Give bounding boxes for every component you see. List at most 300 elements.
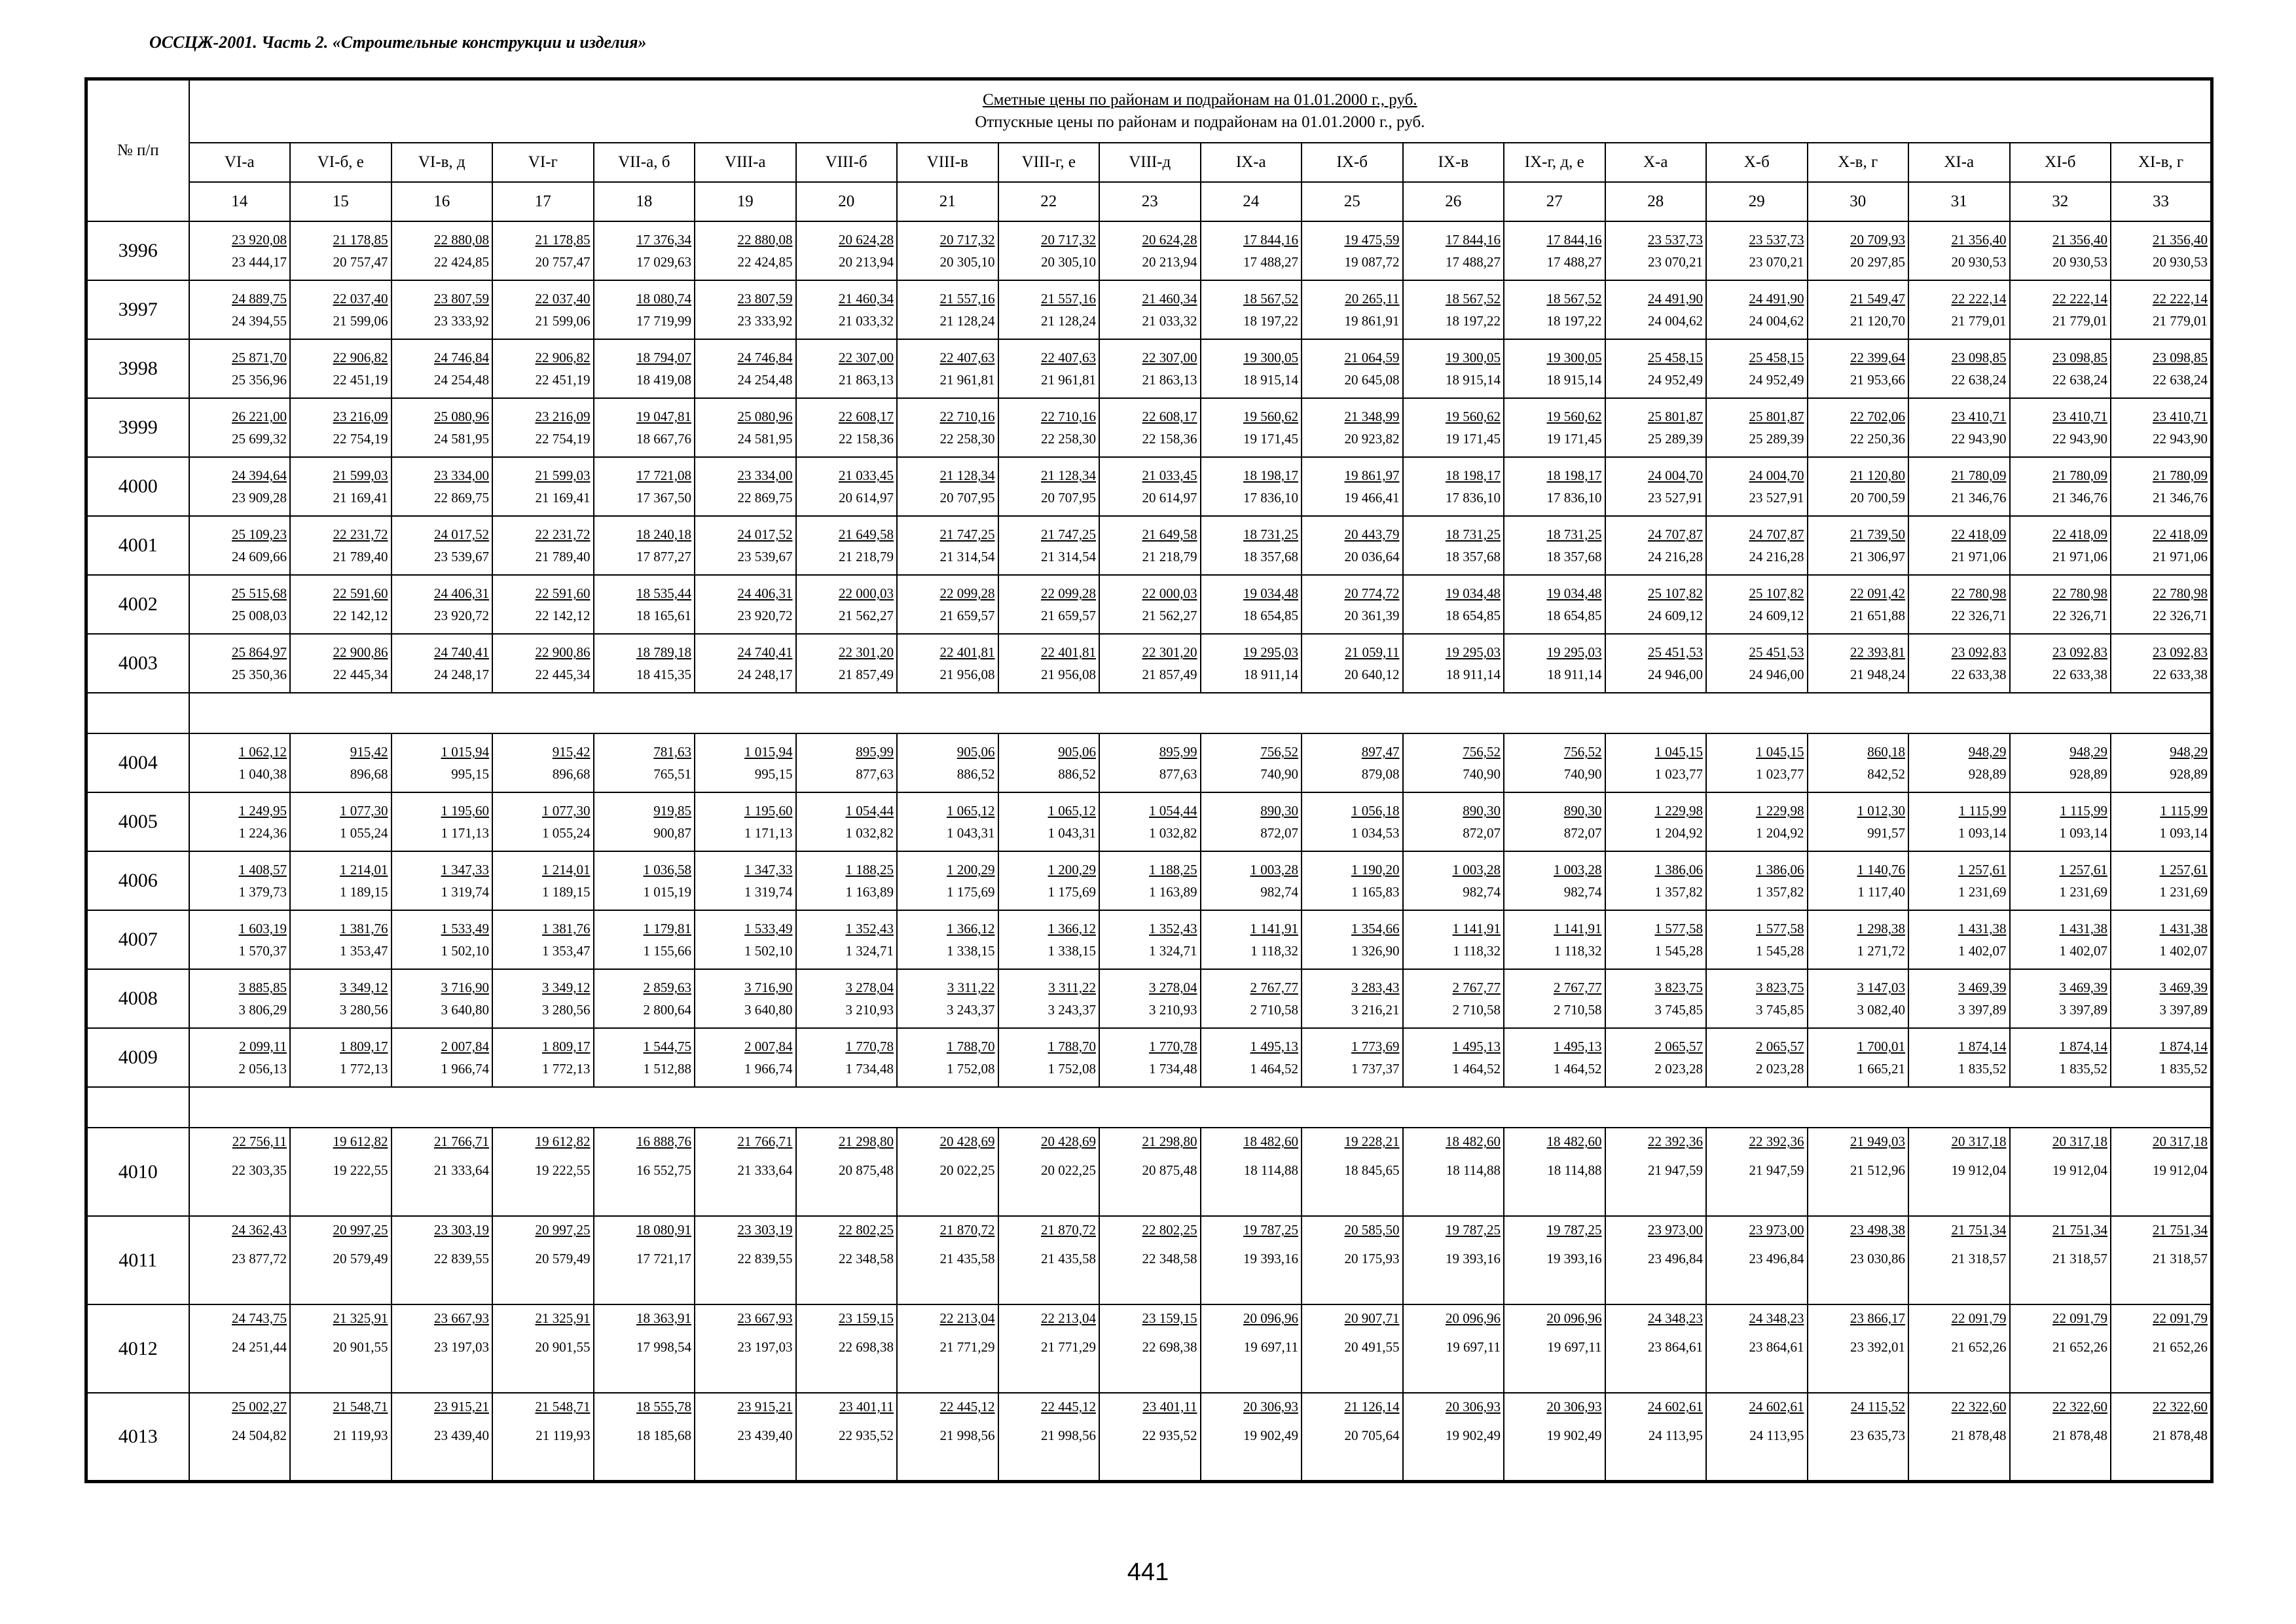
release-price: 25 008,03 <box>232 608 287 623</box>
release-price: 23 920,72 <box>737 608 793 623</box>
price-cell <box>998 280 1100 339</box>
release-price: 22 935,52 <box>1142 1428 1197 1443</box>
estimate-price: 22 000,03 <box>839 585 894 601</box>
release-price: 21 333,64 <box>737 1162 793 1178</box>
estimate-price: 905,06 <box>957 744 995 760</box>
estimate-price: 21 126,14 <box>1344 1399 1400 1414</box>
zone-header: VIII-б <box>796 143 898 182</box>
release-price: 23 392,01 <box>1850 1339 1905 1355</box>
release-price: 896,68 <box>350 766 388 782</box>
table-row <box>86 280 2212 339</box>
release-price: 21 779,01 <box>2052 313 2107 329</box>
price-cell <box>2010 221 2111 280</box>
release-price: 21 789,40 <box>333 549 388 564</box>
release-price: 24 952,49 <box>1648 372 1703 388</box>
estimate-price: 23 915,21 <box>737 1399 793 1414</box>
estimate-price: 21 549,47 <box>1850 291 1905 306</box>
price-cell <box>1403 1216 1504 1304</box>
release-price: 1 163,89 <box>1149 884 1197 900</box>
release-price: 1 043,31 <box>947 825 995 841</box>
estimate-price: 1 770,78 <box>845 1039 894 1054</box>
estimate-price: 1 229,98 <box>1654 803 1703 819</box>
release-price: 17 029,63 <box>636 254 691 270</box>
release-price: 21 169,41 <box>333 490 388 506</box>
estimate-price: 1 003,28 <box>1250 862 1298 877</box>
price-cell <box>1403 457 1504 516</box>
estimate-price: 19 787,25 <box>1446 1222 1501 1238</box>
estimate-price: 24 004,70 <box>1648 468 1703 483</box>
estimate-price: 22 231,72 <box>535 526 591 542</box>
estimate-price: 23 410,71 <box>1951 409 2007 424</box>
estimate-price: 23 498,38 <box>1850 1222 1905 1238</box>
price-cell <box>1808 1393 1909 1481</box>
price-cell <box>1201 910 1302 969</box>
estimate-price: 20 317,18 <box>2153 1134 2208 1149</box>
price-cell <box>998 339 1100 398</box>
row-number: 4007 <box>86 910 189 969</box>
estimate-price: 1 809,17 <box>340 1039 388 1054</box>
price-cell <box>1099 1216 1201 1304</box>
release-price: 22 943,90 <box>2052 431 2107 447</box>
release-price: 2 023,28 <box>1756 1061 1804 1077</box>
release-price: 21 652,26 <box>1951 1339 2007 1355</box>
release-price: 3 082,40 <box>1857 1002 1905 1018</box>
estimate-price: 22 000,03 <box>1142 585 1197 601</box>
estimate-price: 1 366,12 <box>1048 921 1096 936</box>
zone-header: IX-б <box>1302 143 1403 182</box>
price-cell <box>1403 1128 1504 1216</box>
release-price: 23 539,67 <box>434 549 489 564</box>
estimate-price: 1 533,49 <box>441 921 489 936</box>
estimate-price: 19 295,03 <box>1446 644 1501 660</box>
price-cell <box>695 792 796 851</box>
price-cell <box>290 1393 392 1481</box>
estimate-price: 21 178,85 <box>535 232 591 248</box>
release-price: 22 326,71 <box>2052 608 2107 623</box>
release-price: 19 171,45 <box>1446 431 1501 447</box>
release-price: 20 213,94 <box>1142 254 1197 270</box>
estimate-price: 20 317,18 <box>1951 1134 2007 1149</box>
price-cell <box>392 733 493 792</box>
price-cell <box>1908 1304 2010 1393</box>
release-price: 22 326,71 <box>1951 608 2007 623</box>
estimate-price: 21 870,72 <box>939 1222 995 1238</box>
release-price: 21 128,24 <box>939 313 995 329</box>
release-price: 22 633,38 <box>2153 667 2208 682</box>
price-cell <box>1808 1028 1909 1087</box>
price-cell <box>1605 280 1707 339</box>
price-cell <box>2010 634 2111 693</box>
table-row <box>86 910 2212 969</box>
estimate-price: 22 037,40 <box>535 291 591 306</box>
release-price: 1 231,69 <box>2059 884 2107 900</box>
release-price: 3 806,29 <box>238 1002 287 1018</box>
row-number: 4003 <box>86 634 189 693</box>
price-cell <box>189 1128 291 1216</box>
estimate-price: 21 356,40 <box>1951 232 2007 248</box>
release-price: 24 609,12 <box>1749 608 1804 623</box>
estimate-price: 19 047,81 <box>636 409 691 424</box>
release-price: 20 923,82 <box>1344 431 1400 447</box>
estimate-price: 24 017,52 <box>737 526 793 542</box>
estimate-price: 22 591,60 <box>333 585 388 601</box>
estimate-price: 1 770,78 <box>1149 1039 1197 1054</box>
price-cell <box>1808 575 1909 634</box>
release-price: 1 015,19 <box>643 884 691 900</box>
release-price: 20 700,59 <box>1850 490 1905 506</box>
estimate-price: 18 482,60 <box>1546 1134 1602 1149</box>
price-cell <box>1403 516 1504 575</box>
estimate-price: 21 751,34 <box>1951 1222 2007 1238</box>
release-price: 20 640,12 <box>1344 667 1400 682</box>
release-price: 21 169,41 <box>535 490 591 506</box>
price-cell <box>897 969 998 1028</box>
estimate-price: 22 780,98 <box>2153 585 2208 601</box>
price-cell <box>290 1216 392 1304</box>
estimate-price: 20 709,93 <box>1850 232 1905 248</box>
table-row <box>86 733 2212 792</box>
price-cell <box>1302 339 1403 398</box>
release-price: 3 397,89 <box>2059 1002 2107 1018</box>
release-price: 1 545,28 <box>1654 943 1703 959</box>
column-number: 19 <box>695 182 796 221</box>
release-price: 1 224,36 <box>238 825 287 841</box>
price-cell <box>1504 1393 1605 1481</box>
release-price: 21 033,32 <box>1142 313 1197 329</box>
price-cell <box>1808 634 1909 693</box>
price-cell <box>392 1304 493 1393</box>
estimate-price: 18 794,07 <box>636 350 691 365</box>
release-price: 24 609,66 <box>232 549 287 564</box>
estimate-price: 1 577,58 <box>1654 921 1703 936</box>
price-cell <box>290 851 392 910</box>
estimate-price: 1 249,95 <box>238 803 287 819</box>
price-cell <box>392 457 493 516</box>
price-cell <box>1403 733 1504 792</box>
price-cell <box>290 792 392 851</box>
release-price: 1 570,37 <box>238 943 287 959</box>
price-cell <box>897 851 998 910</box>
price-cell <box>998 398 1100 457</box>
estimate-price: 23 092,83 <box>2052 644 2107 660</box>
price-cell <box>594 1128 695 1216</box>
release-price: 928,89 <box>2170 766 2208 782</box>
zone-header: VI-г <box>492 143 594 182</box>
release-price: 24 004,62 <box>1648 313 1703 329</box>
price-cell <box>1201 792 1302 851</box>
price-cell <box>1908 280 2010 339</box>
price-cell <box>998 851 1100 910</box>
price-cell <box>1706 339 1808 398</box>
price-cell <box>1706 969 1808 1028</box>
estimate-price: 22 407,63 <box>939 350 995 365</box>
estimate-price: 24 348,23 <box>1648 1310 1703 1326</box>
estimate-price: 2 007,84 <box>744 1039 793 1054</box>
release-price: 23 539,67 <box>737 549 793 564</box>
row-number: 4011 <box>86 1216 189 1304</box>
price-cell <box>290 575 392 634</box>
estimate-price: 19 560,62 <box>1243 409 1298 424</box>
price-cell <box>1099 733 1201 792</box>
estimate-price: 1 003,28 <box>1554 862 1602 877</box>
estimate-price: 20 428,69 <box>1041 1134 1096 1149</box>
release-price: 20 705,64 <box>1344 1428 1400 1443</box>
price-cell <box>897 516 998 575</box>
estimate-price: 890,30 <box>1260 803 1298 819</box>
price-cell <box>492 1216 594 1304</box>
price-cell <box>189 280 291 339</box>
price-cell <box>1605 575 1707 634</box>
estimate-price: 1 347,33 <box>744 862 793 877</box>
price-cell <box>897 1028 998 1087</box>
release-price: 22 326,71 <box>2153 608 2208 623</box>
price-cell <box>2111 1028 2212 1087</box>
estimate-price: 22 393,81 <box>1850 644 1905 660</box>
estimate-price: 22 418,09 <box>2052 526 2107 542</box>
release-price: 3 745,85 <box>1756 1002 1804 1018</box>
release-price: 1 117,40 <box>1857 884 1905 900</box>
price-cell <box>1302 792 1403 851</box>
release-price: 1 464,52 <box>1554 1061 1602 1077</box>
price-cell <box>897 792 998 851</box>
release-price: 21 961,81 <box>939 372 995 388</box>
estimate-price: 3 469,39 <box>2159 980 2208 995</box>
release-price: 1 204,92 <box>1756 825 1804 841</box>
price-cell <box>1403 634 1504 693</box>
release-price-title: Отпускные цены по районам и подрайонам на 01.01.2000 г., руб. <box>975 113 1425 131</box>
release-price: 3 216,21 <box>1351 1002 1400 1018</box>
release-price: 1 734,48 <box>845 1061 894 1077</box>
estimate-price: 19 612,82 <box>333 1134 388 1149</box>
estimate-price: 22 900,86 <box>535 644 591 660</box>
estimate-price: 1 200,29 <box>947 862 995 877</box>
release-price: 22 424,85 <box>737 254 793 270</box>
estimate-price: 1 141,91 <box>1554 921 1602 936</box>
estimate-price: 1 179,81 <box>643 921 691 936</box>
price-cell <box>1908 339 2010 398</box>
estimate-price: 21 780,09 <box>1951 468 2007 483</box>
price-cell <box>492 457 594 516</box>
price-cell <box>1706 221 1808 280</box>
price-cell <box>392 792 493 851</box>
price-cell <box>1403 221 1504 280</box>
zone-header: XI-б <box>2010 143 2111 182</box>
estimate-price: 22 322,60 <box>2153 1399 2208 1414</box>
price-cell <box>1808 457 1909 516</box>
estimate-price: 24 602,61 <box>1648 1399 1703 1414</box>
column-number: 24 <box>1201 182 1302 221</box>
price-cell <box>2111 575 2212 634</box>
estimate-price: 19 861,97 <box>1344 468 1400 483</box>
price-cell <box>1201 398 1302 457</box>
price-cell <box>1403 792 1504 851</box>
release-price: 20 930,53 <box>2052 254 2107 270</box>
price-cell <box>189 969 291 1028</box>
estimate-price: 19 295,03 <box>1243 644 1298 660</box>
price-cell <box>1908 516 2010 575</box>
estimate-price: 1 115,99 <box>1958 803 2007 819</box>
release-price: 20 361,39 <box>1344 608 1400 623</box>
estimate-price: 1 115,99 <box>2160 803 2208 819</box>
estimate-price: 895,99 <box>1159 744 1197 760</box>
release-price: 21 779,01 <box>2153 313 2208 329</box>
release-price: 21 318,57 <box>1951 1251 2007 1266</box>
release-price: 25 289,39 <box>1749 431 1804 447</box>
estimate-price: 22 780,98 <box>2052 585 2107 601</box>
price-cell <box>1201 516 1302 575</box>
release-price: 21 956,08 <box>1041 667 1096 682</box>
release-price: 982,74 <box>1563 884 1602 900</box>
release-price: 21 562,27 <box>1142 608 1197 623</box>
price-cell <box>189 851 291 910</box>
release-price: 20 036,64 <box>1344 549 1400 564</box>
estimate-price: 3 278,04 <box>1149 980 1197 995</box>
release-price: 18 357,68 <box>1446 549 1501 564</box>
estimate-price: 1 544,75 <box>643 1039 691 1054</box>
row-number: 4005 <box>86 792 189 851</box>
release-price: 2 710,58 <box>1452 1002 1501 1018</box>
estimate-price: 19 295,03 <box>1546 644 1602 660</box>
estimate-price: 20 428,69 <box>939 1134 995 1149</box>
price-cell <box>1908 851 2010 910</box>
release-price: 19 171,45 <box>1546 431 1602 447</box>
price-cell <box>897 457 998 516</box>
price-cell <box>392 339 493 398</box>
price-cell <box>1099 398 1201 457</box>
estimate-price: 22 231,72 <box>333 526 388 542</box>
release-price: 1 175,69 <box>947 884 995 900</box>
price-cell <box>2010 851 2111 910</box>
release-price: 18 197,22 <box>1243 313 1298 329</box>
price-cell <box>1403 969 1504 1028</box>
release-price: 928,89 <box>1968 766 2007 782</box>
release-price: 18 165,61 <box>636 608 691 623</box>
price-cell <box>492 280 594 339</box>
estimate-price: 1 874,14 <box>1958 1039 2007 1054</box>
price-cell <box>695 1304 796 1393</box>
price-cell <box>1706 1028 1808 1087</box>
release-price: 21 346,76 <box>2153 490 2208 506</box>
release-price: 22 943,90 <box>2153 431 2208 447</box>
estimate-price: 18 789,18 <box>636 644 691 660</box>
price-cell <box>1099 575 1201 634</box>
price-cell <box>796 1216 898 1304</box>
estimate-price: 1 003,28 <box>1452 862 1501 877</box>
release-price: 23 444,17 <box>232 254 287 270</box>
estimate-price: 20 585,50 <box>1344 1222 1400 1238</box>
release-price: 19 222,55 <box>333 1162 388 1178</box>
estimate-price: 3 885,85 <box>238 980 287 995</box>
estimate-price: 22 037,40 <box>333 291 388 306</box>
estimate-price: 25 107,82 <box>1648 585 1703 601</box>
release-price: 1 055,24 <box>340 825 388 841</box>
price-cell <box>2111 516 2212 575</box>
price-cell <box>1403 1304 1504 1393</box>
release-price: 21 346,76 <box>1951 490 2007 506</box>
estimate-price: 24 362,43 <box>232 1222 287 1238</box>
release-price: 22 869,75 <box>434 490 489 506</box>
estimate-price: 24 746,84 <box>737 350 793 365</box>
release-price: 1 043,31 <box>1048 825 1096 841</box>
price-cell <box>1201 221 1302 280</box>
release-price: 3 280,56 <box>542 1002 591 1018</box>
price-cell <box>1302 516 1403 575</box>
zone-header: XI-а <box>1908 143 2010 182</box>
price-cell <box>594 851 695 910</box>
release-price: 1 353,47 <box>542 943 591 959</box>
estimate-price: 25 515,68 <box>232 585 287 601</box>
release-price: 877,63 <box>1159 766 1197 782</box>
price-cell <box>492 792 594 851</box>
price-cell <box>1099 969 1201 1028</box>
release-price: 21 998,56 <box>1041 1428 1096 1443</box>
estimate-price: 1 257,61 <box>1958 862 2007 877</box>
release-price: 2 023,28 <box>1654 1061 1703 1077</box>
price-cell <box>1201 1304 1302 1393</box>
estimate-price: 23 973,00 <box>1749 1222 1804 1238</box>
estimate-price: 3 283,43 <box>1351 980 1400 995</box>
price-cell <box>2010 280 2111 339</box>
price-cell <box>594 1028 695 1087</box>
release-price: 22 258,30 <box>1041 431 1096 447</box>
price-cell <box>2111 280 2212 339</box>
price-cell <box>1605 221 1707 280</box>
price-cell <box>1808 733 1909 792</box>
release-price: 22 445,34 <box>333 667 388 682</box>
release-price: 1 034,53 <box>1351 825 1400 841</box>
column-number: 18 <box>594 182 695 221</box>
price-cell <box>1808 516 1909 575</box>
release-price: 1 118,32 <box>1250 943 1298 959</box>
price-cell <box>1302 221 1403 280</box>
release-price: 21 218,79 <box>839 549 894 564</box>
release-price: 17 488,27 <box>1446 254 1501 270</box>
estimate-price: 18 080,74 <box>636 291 691 306</box>
estimate-price: 26 221,00 <box>232 409 287 424</box>
release-price: 19 912,04 <box>2052 1162 2107 1178</box>
release-price: 21 512,96 <box>1850 1162 1905 1178</box>
price-cell <box>897 221 998 280</box>
estimate-price: 1 381,76 <box>542 921 591 936</box>
release-price: 23 030,86 <box>1850 1251 1905 1266</box>
price-cell <box>1504 1304 1605 1393</box>
estimate-price: 20 096,96 <box>1243 1310 1298 1326</box>
release-price: 19 222,55 <box>535 1162 591 1178</box>
row-number: 3997 <box>86 280 189 339</box>
price-cell <box>1504 280 1605 339</box>
zone-header: VI-а <box>189 143 291 182</box>
release-price: 1 734,48 <box>1149 1061 1197 1077</box>
column-number: 32 <box>2010 182 2111 221</box>
price-cell <box>594 792 695 851</box>
release-price: 1 464,52 <box>1250 1061 1298 1077</box>
estimate-price: 22 401,81 <box>1041 644 1096 660</box>
price-cell <box>695 1393 796 1481</box>
estimate-price: 22 091,42 <box>1850 585 1905 601</box>
release-price: 22 451,19 <box>333 372 388 388</box>
price-cell <box>998 634 1100 693</box>
release-price: 18 911,14 <box>1446 667 1501 682</box>
estimate-price: 1 298,38 <box>1857 921 1905 936</box>
column-number: 25 <box>1302 182 1403 221</box>
column-number: 14 <box>189 182 291 221</box>
price-table <box>84 77 2214 1483</box>
estimate-price: 21 033,45 <box>1142 468 1197 483</box>
release-price: 22 348,58 <box>839 1251 894 1266</box>
release-price: 21 659,57 <box>939 608 995 623</box>
price-cell <box>189 792 291 851</box>
release-price: 1 464,52 <box>1452 1061 1501 1077</box>
